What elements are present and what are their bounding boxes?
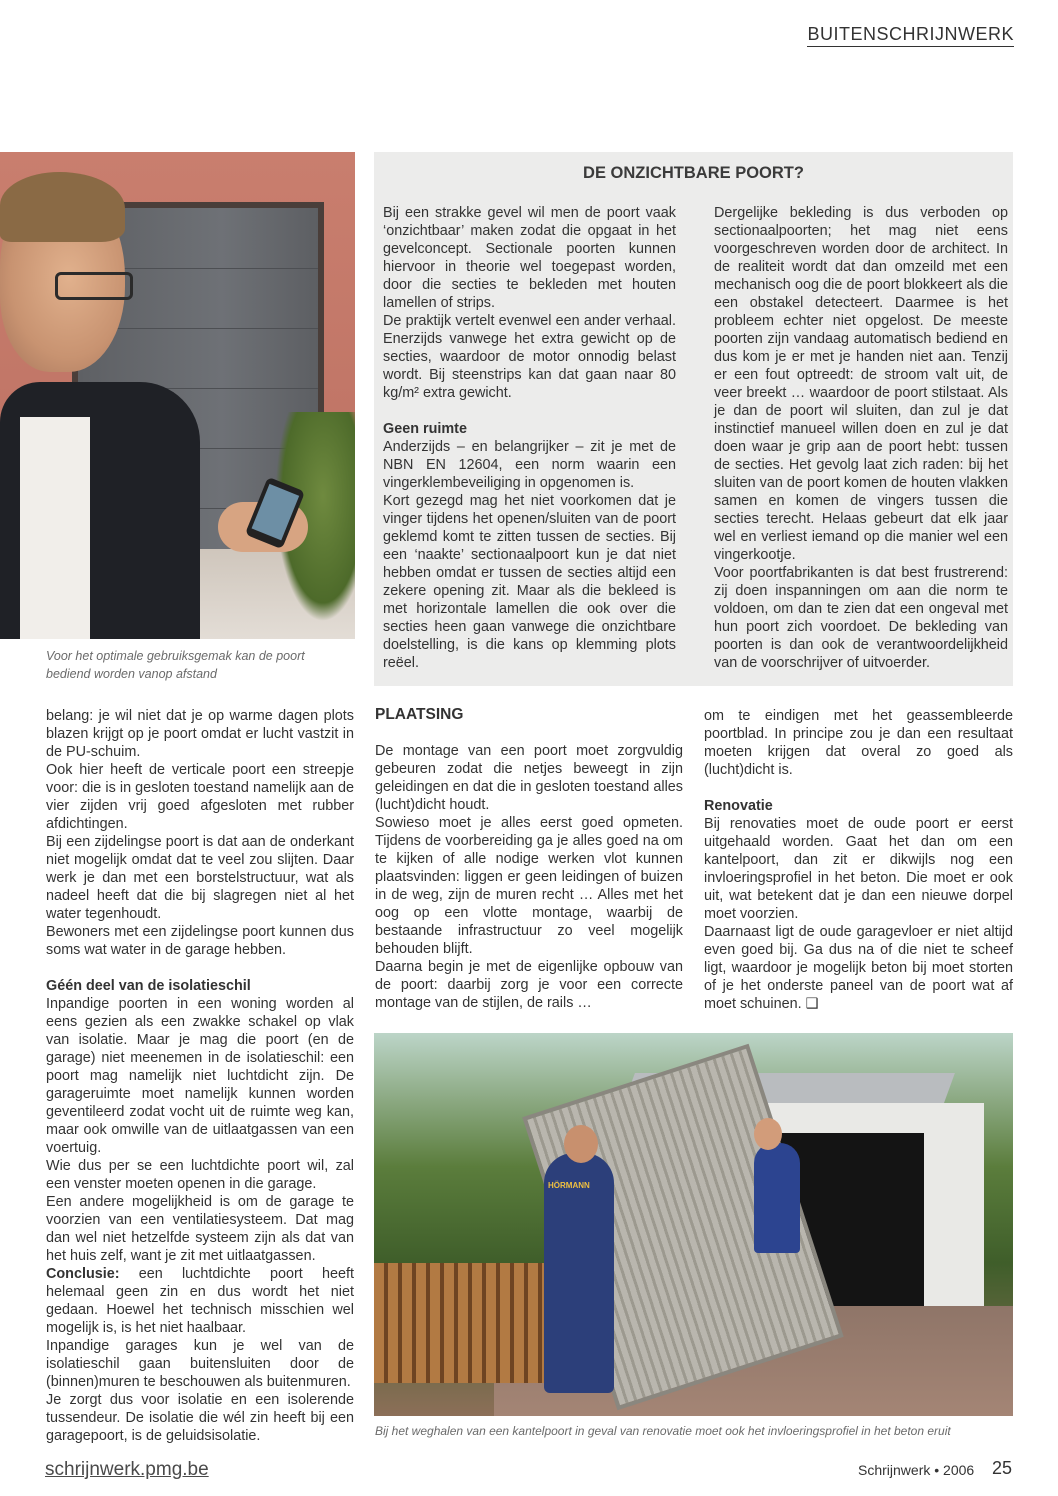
hair — [0, 172, 125, 242]
paragraph: Bewoners met een zijdelingse poort kunnen dus soms wat water in de garage hebben. — [46, 924, 354, 958]
paragraph: Sowieso moet je alles eerst goed opmeten. Tijdens de voorbereiding ga je alles goed na om te kijken of alle nodige werken vlot kunnen plaatsvinden: liggen er geen leidingen of buizen in de weg, zijn de muren recht … Alles met het oog op een vlotte montage, waarbij de bestaande infrastructuur zo veel mogelijk behouden blijft. — [375, 815, 683, 957]
paragraph: Kort gezegd mag het niet voorkomen dat je vinger tijdens het openen/sluiten van de poort geklemd komt te zitten tussen de secties. Bij een ‘naakte’ sectionaalpoort kun je dat niet hebben omdat er tussen de secties altijd een zekere opening zit. Maar als die bekleed is met horizontale lamellen die ook over die secties heen gaan vanwege die onzichtbare doelstelling, is die kans op klemming plots reëel. — [383, 493, 676, 671]
plaatsing-heading: PLAATSING — [375, 706, 464, 723]
footer-magazine: Schrijnwerk • 2006 — [858, 1462, 975, 1478]
subheading: Renovatie — [704, 798, 773, 814]
photo-bottom-caption: Bij het weghalen van een kantelpoort in geval van renovatie moet ook het invloeringsprofiel in het beton eruit — [375, 1424, 951, 1438]
subheading: Géén deel van de isolatieschil — [46, 978, 251, 994]
fence — [374, 1263, 544, 1383]
shirt — [20, 417, 90, 639]
conclusion-label: Conclusie: — [46, 1266, 120, 1282]
page-number: 25 — [992, 1458, 1013, 1478]
photo-man-with-phone — [0, 152, 355, 639]
worker — [754, 1143, 800, 1253]
glasses — [55, 272, 133, 300]
paragraph: Inpandige garages kun je wel van de isolatieschil gaan buitensluiten door de (binnen)muren te beschouwen als buitenmuren. — [46, 1338, 354, 1390]
paragraph: Wie dus per se een luchtdichte poort wil, zal een venster moeten openen in die garage. — [46, 1158, 354, 1192]
paragraph: Je zorgt dus voor isolatie en een isolerende tussendeur. De isolatie die wél zin heeft bij een garagepoort, is de geluidsisolatie. — [46, 1392, 354, 1444]
paragraph: Bij een zijdelingse poort is dat aan de onderkant niet mogelijk omdat dat te veel zou slijten. Daar werk je dan met een borstelstructuur, wat als nadeel heeft dat die bij slagregen niet al het water tegenhoudt. — [46, 834, 354, 922]
photo-top-caption: Voor het optimale gebruiksgemak kan de poort bediend worden vanop afstand — [46, 649, 305, 681]
jacket-logo: HÖRMANN — [548, 1181, 590, 1190]
paragraph: De montage van een poort moet zorgvuldig gebeuren zodat die netjes beweegt in zijn geleidingen en dat die in gesloten toestand alles (lucht)dicht houdt. — [375, 743, 683, 813]
subheading: Geen ruimte — [383, 421, 467, 437]
sidebar-title: DE ONZICHTBARE POORT? — [583, 164, 804, 182]
conclusion-paragraph — [46, 1265, 354, 1337]
worker-head — [564, 1125, 598, 1163]
paragraph: om te eindigen met het geassembleerde poortblad. In principe zou je dan een resultaat moeten krijgen dat overal zo goed als (lucht)dicht is. — [704, 708, 1013, 778]
paragraph: Ook hier heeft de verticale poort een streepje voor: die is in gesloten toestand namelijk aan de vier zijden vrij goed afgesloten met rubber afdichtingen. — [46, 762, 354, 832]
paragraph: Daarnaast ligt de oude garagevloer er niet altijd even goed bij. Ga dus na of die niet te scheef ligt, waardoor je mogelijk beton bij moet storten of je het onderste paneel van de poort wat af moet schuinen. ❑ — [704, 924, 1013, 1012]
worker — [544, 1153, 614, 1393]
sidebar-column-2 — [714, 204, 1008, 672]
column-right — [704, 707, 1013, 1013]
paragraph: Dergelijke bekleding is dus verboden op sectionaalpoorten; het mag niet eens voorgeschreven worden door de architect. In de realiteit wordt dat dan omzeild met een mechanisch oog die de poort blokkeert als die een obstakel detecteert. Daarmee is het probleem echter niet opgelost. De meeste poorten zijn vandaag automatisch bediend en dus kom je er met je handen niet aan. Tenzij er een fout optreedt: de stroom valt uit, de veer breekt … waardoor de poort stilstaat. Als je dan de poort wil sluiten, dan zul je dat instinctief manueel willen doen en zul je dat doen waar je grip aan de poort hebt: tussen de secties. Het gevolg laat zich raden: bij het sluiten van de poort komen de houten vlakken samen en komen de vingers tussen die secties terecht. Helaas gebeurt dat elk jaar wel en verliest iemand op die manier wel een vingerkootje. — [714, 205, 1008, 563]
paragraph: Voor poortfabrikanten is dat best frustrerend: zij doen inspanningen om aan die norm te voldoen, om dan te zien dat een ongeval met hun poort zich voordoet. De bekleding van poorten is dan ook de verantwoordelijkheid van de voorschrijver of uitvoerder. — [714, 565, 1008, 671]
worker-head — [754, 1118, 782, 1150]
sidebar-box — [374, 152, 1013, 686]
paragraph: belang: je wil niet dat je op warme dagen plots blazen krijgt op je poort omdat er lucht vastzit in de PU-schuim. — [46, 708, 354, 760]
conclusion-text: een luchtdichte poort heeft helemaal geen zin en dus wordt het niet gedaan. Hoewel het technisch misschien wel mogelijk is, is het niet haalbaar. — [46, 1266, 354, 1336]
paragraph: Inpandige poorten in een woning worden al eens gezien als een zwakke schakel op vlak van isolatie. Maar je mag die poort (en de garage) niet meenemen in de isolatieschil: een poort mag namelijk niet luchtdicht zijn. De garageruimte moet namelijk kunnen worden geventileerd zodat vocht uit de ruimte weg kan, maar ook omwille van de uitlaatgassen van een voertuig. — [46, 996, 354, 1156]
column-middle — [375, 706, 683, 1012]
footer-url-link[interactable]: schrijnwerk.pmg.be — [45, 1459, 209, 1480]
paragraph: Een andere mogelijkheid is om de garage te voorzien van een ventilatiesysteem. Dat mag dan wel niet hetzelfde systeem zijn als dat van het huis zelf, want je zit met uitlaatgassen. — [46, 1194, 354, 1264]
photo-workers-removing-door — [374, 1033, 1013, 1416]
column-left — [46, 707, 354, 1445]
paragraph: Bij renovaties moet de oude poort er eerst uitgehaald worden. Gaat het dan om een kantelpoort, dan zit er dikwijls nog een invloeringsprofiel in het beton. Die moet er ook uit, wat betekent dat je dan een nieuwe dorpel moet voorzien. — [704, 816, 1013, 922]
paragraph: Bij een strakke gevel wil men de poort vaak ‘onzichtbaar’ maken zodat die opgaat in het gevelconcept. Sectionale poorten kunnen hiervoor in theorie wel toegepast worden, door die secties te bekleden met houten lamellen of strips. — [383, 205, 676, 311]
sidebar-column-1 — [383, 204, 676, 672]
paragraph: Anderzijds – en belangrijker – zit je met de NBN EN 12604, een norm waarin een vingerklembeveiliging in opgenomen is. — [383, 439, 676, 491]
section-label: BUITENSCHRIJNWERK — [807, 24, 1014, 47]
paragraph: Daarna begin je met de eigenlijke opbouw van de poort: daarbij zorg je voor een correcte montage van de stijlen, de rails … — [375, 959, 683, 1011]
paragraph: De praktijk vertelt evenwel een ander verhaal. Enerzijds vanwege het extra gewicht op de secties, waardoor de motor onnodig belast wordt. Bij steenstrips kan dat gaan naar 80 kg/m² extra gewicht. — [383, 313, 676, 401]
